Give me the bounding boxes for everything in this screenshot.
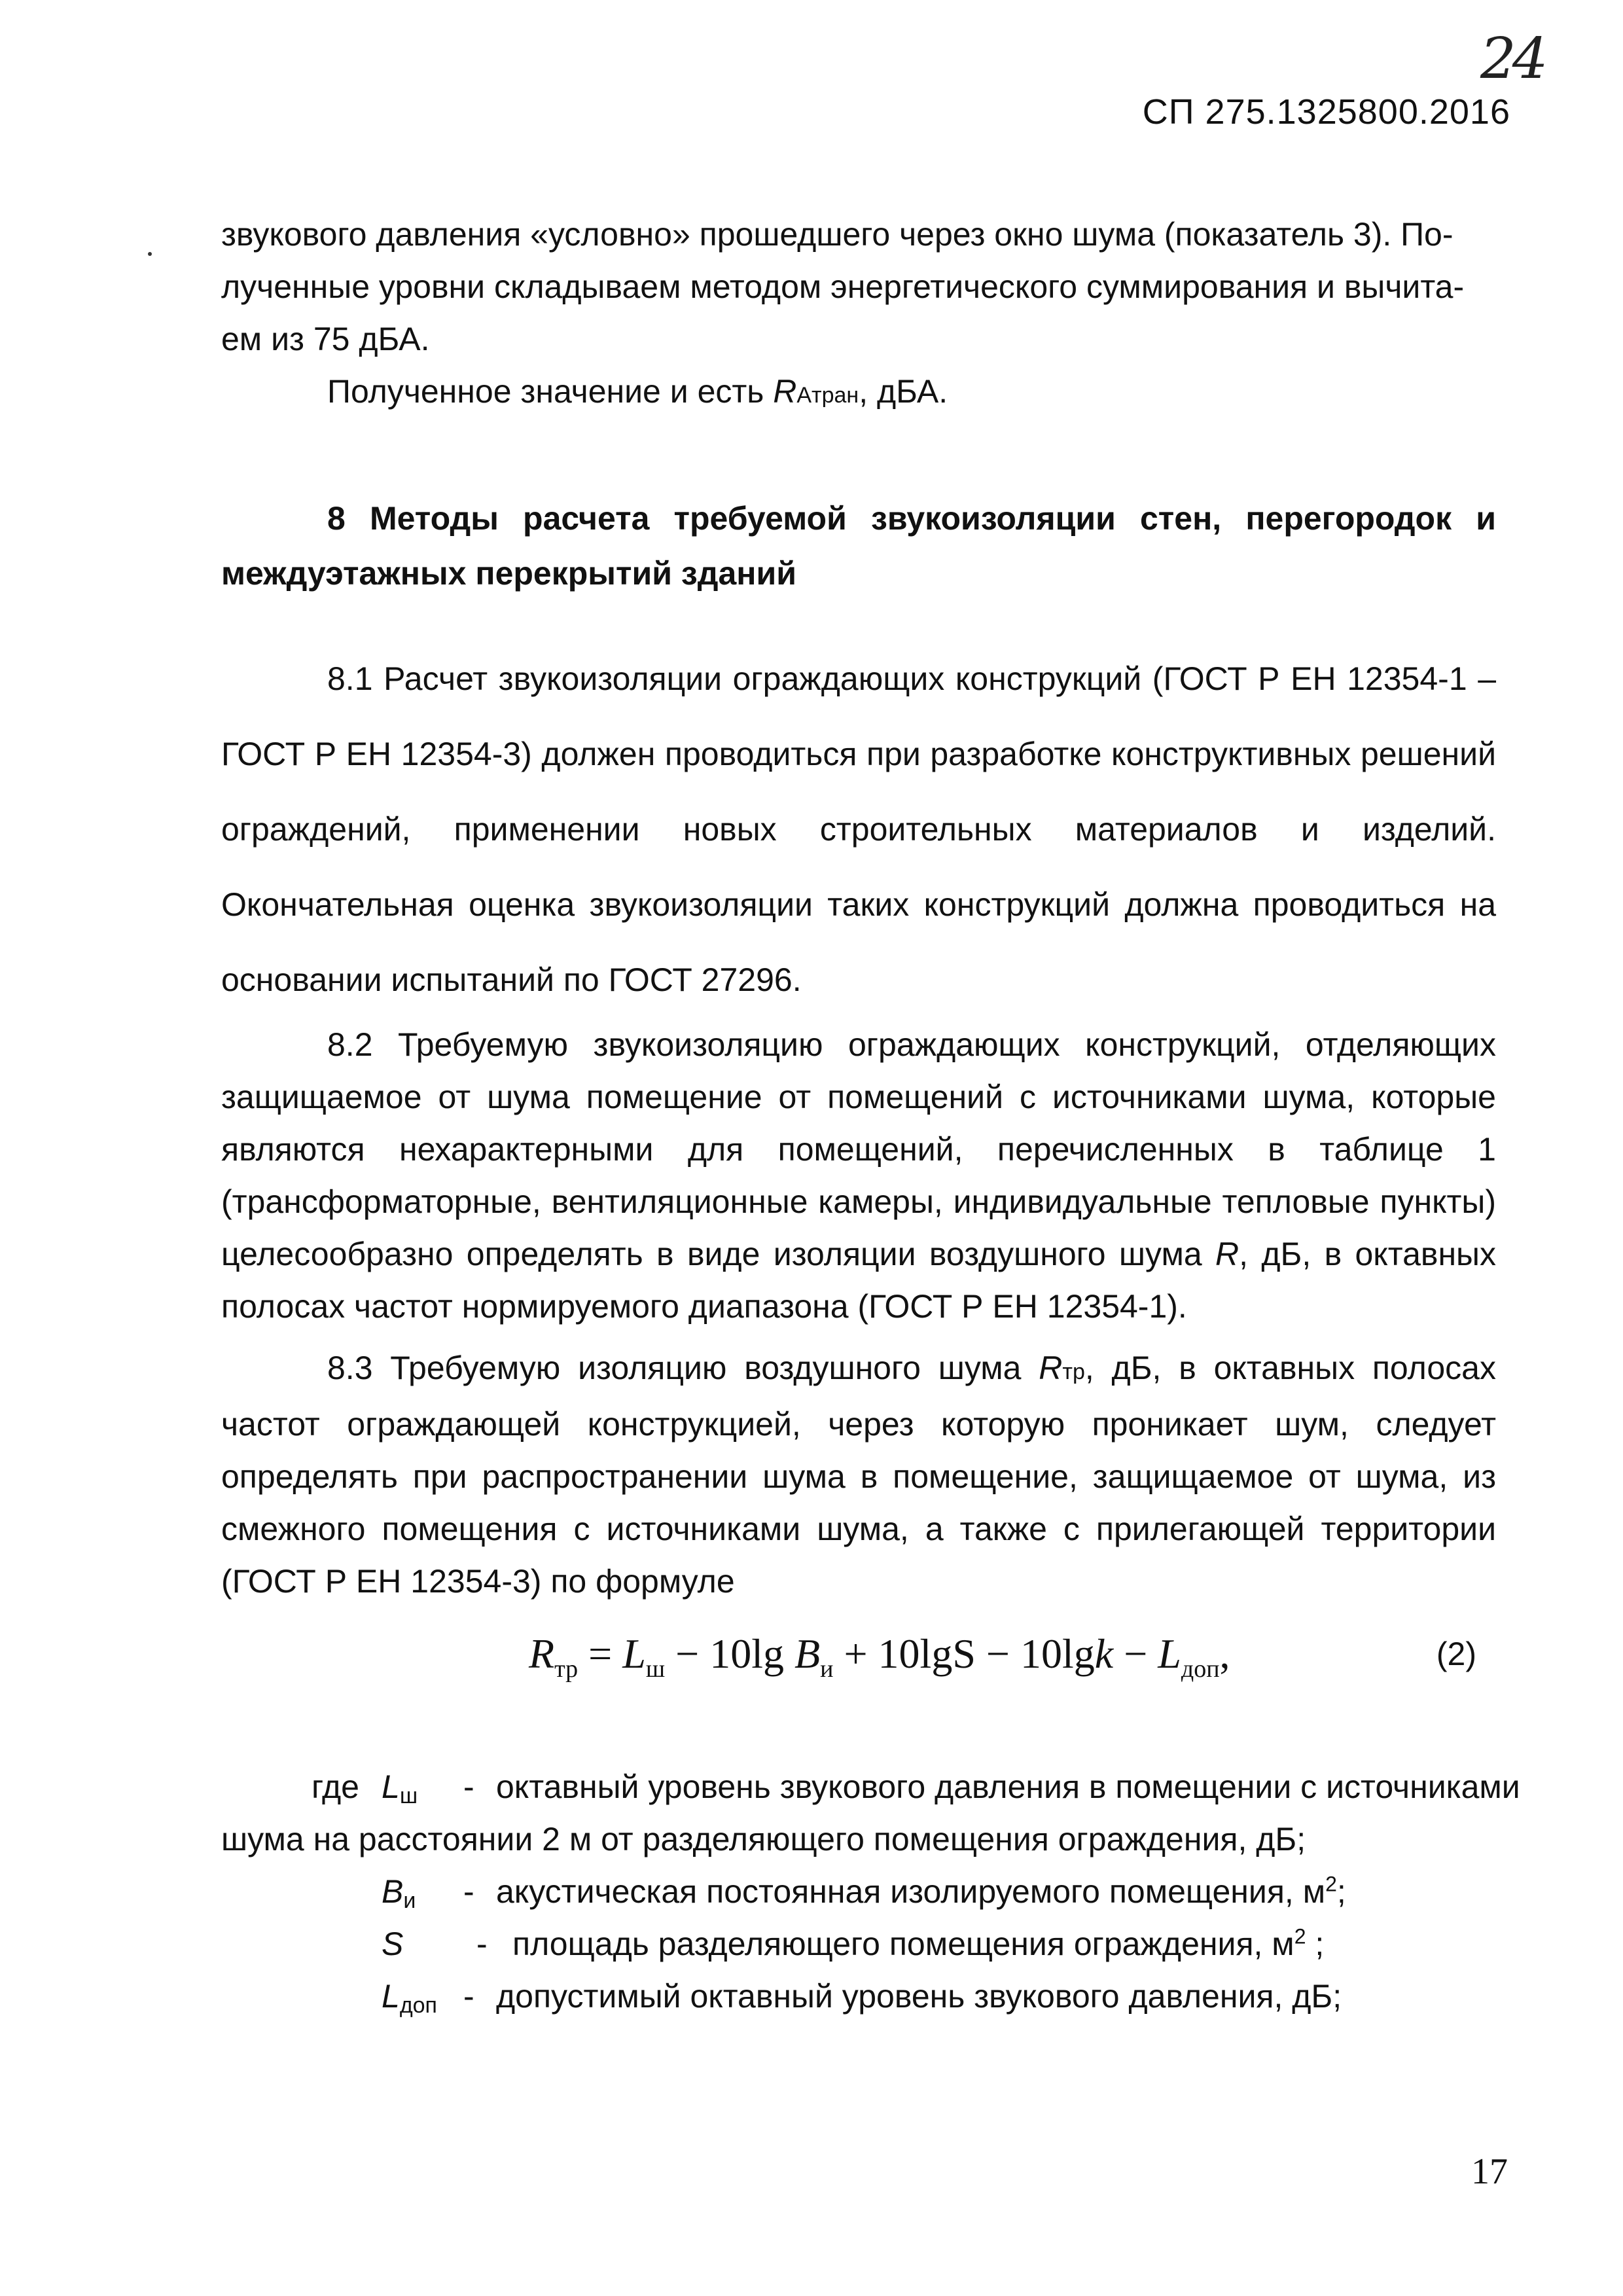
formula-number: (2) bbox=[1436, 1636, 1476, 1672]
formula-term-l: L bbox=[622, 1630, 646, 1677]
result-line bbox=[221, 365, 1496, 422]
def-symbol-bi-main: B bbox=[382, 1873, 404, 1910]
p82-part2: , дБ, в октавных полосах частот нормируемого диапазона (ГОСТ Р ЕН 12354-1). bbox=[221, 1236, 1496, 1325]
formula-term-b-sub: и bbox=[820, 1655, 834, 1683]
def-symbol-ldop bbox=[382, 1970, 437, 2022]
def-desc-lsh-line1: октавный уровень звукового давления в помещении с источниками bbox=[496, 1768, 1520, 1805]
formula-term-ldop: L bbox=[1158, 1630, 1181, 1677]
p83-symbol-sub: тр bbox=[1062, 1359, 1085, 1384]
paragraph-8-2 bbox=[221, 1018, 1496, 1333]
formula-term-l-sub: ш bbox=[645, 1655, 666, 1683]
def-desc-s bbox=[512, 1918, 1324, 1970]
p82-symbol: R bbox=[1215, 1236, 1240, 1272]
def-dash-ldop: - bbox=[463, 1978, 474, 2015]
def-desc-s-sup: 2 bbox=[1294, 1924, 1306, 1948]
definitions-list bbox=[221, 1761, 1520, 2022]
scan-dot bbox=[148, 252, 152, 256]
formula-comma: , bbox=[1219, 1630, 1230, 1677]
def-dash-lsh: - bbox=[463, 1768, 474, 1805]
def-dash-s: - bbox=[476, 1926, 488, 1962]
result-symbol: R bbox=[773, 373, 797, 410]
def-dash-bi: - bbox=[463, 1873, 474, 1910]
handwritten-page-mark: 24 bbox=[1480, 26, 1544, 92]
formula-minus: − bbox=[1113, 1630, 1158, 1677]
def-desc-bi bbox=[496, 1865, 1346, 1918]
p82-part1: 8.2 Требуемую звукоизоляцию ограждающих конструкций, отделяющих защищаемое от шума помещение от помещений с источниками шума, которые являются нехарактерными для помещений, перечисленных в таблице 1 (трансформаторные, вентиляционные камеры, индивидуальные тепловые пункты) целесообразно определять в виде изоляции воздушного шума bbox=[221, 1026, 1496, 1272]
document-code: СП 275.1325800.2016 bbox=[1142, 92, 1510, 132]
def-symbol-bi-sub: и bbox=[403, 1888, 416, 1913]
def-symbol-lsh-main: L bbox=[382, 1768, 400, 1805]
formula-lhs: R bbox=[529, 1630, 555, 1677]
formula-row bbox=[221, 1630, 1496, 1702]
def-desc-s-end: ; bbox=[1306, 1926, 1325, 1962]
def-desc-bi-end: ; bbox=[1336, 1873, 1346, 1910]
formula-lhs-sub: тр bbox=[554, 1655, 579, 1683]
def-symbol-lsh-sub: ш bbox=[399, 1784, 418, 1808]
def-symbol-ldop-main: L bbox=[382, 1978, 400, 2015]
paragraph-8-1-text: 8.1 Расчет звукоизоляции ограждающих конструкций (ГОСТ Р ЕН 12354-1 – ГОСТ Р ЕН 12354-3) должен проводиться при разработке конструктивных решений ограждений, применении новых строительных материалов и изделий. Окончательная оценка звукоизоляции таких конструкций должна проводиться на основании испытаний по ГОСТ 27296. bbox=[221, 660, 1496, 998]
paragraph-8-3 bbox=[221, 1342, 1496, 1607]
def-symbol-lsh bbox=[382, 1761, 418, 1813]
formula-term-s: + 10lgS − 10lg bbox=[833, 1630, 1095, 1677]
p83-symbol: R bbox=[1039, 1350, 1063, 1386]
result-prefix: Полученное значение и есть bbox=[327, 373, 774, 410]
def-desc-ldop: допустимый октавный уровень звукового давления, дБ; bbox=[496, 1978, 1342, 2015]
def-desc-lsh-line2: шума на расстоянии 2 м от разделяющего помещения ограждения, дБ; bbox=[221, 1821, 1306, 1857]
def-symbol-bi bbox=[382, 1865, 416, 1918]
definition-row-ldop bbox=[221, 1970, 1496, 2022]
p83-part1: 8.3 Требуемую изоляцию воздушного шума bbox=[327, 1350, 1039, 1386]
page-number: 17 bbox=[1471, 2151, 1508, 2192]
continuation-line-1: звукового давления «условно» прошедшего через окно шума (показатель 3). По- bbox=[221, 216, 1454, 253]
formula-term-ldop-sub: доп bbox=[1181, 1655, 1220, 1683]
formula-equals: = bbox=[578, 1630, 623, 1677]
paragraph-8-2-text bbox=[221, 1018, 1496, 1333]
definition-row-bi bbox=[221, 1865, 1496, 1918]
def-symbol-ldop-sub: доп bbox=[399, 1993, 437, 2018]
paragraph-8-3-text bbox=[221, 1342, 1496, 1607]
continuation-paragraph bbox=[221, 208, 1496, 422]
section-heading: 8 Методы расчета требуемой звукоизоляции стен, перегородок и междуэтажных перекрытий зданий bbox=[221, 500, 1496, 592]
def-desc-s-text: площадь разделяющего помещения ограждения, м bbox=[512, 1926, 1294, 1962]
formula-minus-lg: − 10lg bbox=[665, 1630, 794, 1677]
def-desc-bi-sup: 2 bbox=[1325, 1872, 1337, 1896]
definition-row-lsh bbox=[221, 1761, 1520, 1813]
def-symbol-s: S bbox=[382, 1926, 404, 1962]
continuation-line-2: лученные уровни складываем методом энергетического суммирования и вычита- bbox=[221, 268, 1465, 305]
result-suffix: , дБА. bbox=[859, 373, 948, 410]
result-symbol-sub: Aтран bbox=[796, 383, 859, 408]
formula-term-k: k bbox=[1094, 1630, 1114, 1677]
definitions-where: где bbox=[312, 1768, 359, 1805]
definition-row-lsh-cont bbox=[221, 1813, 1496, 1865]
formula-term-b: B bbox=[794, 1630, 821, 1677]
p83-part2: , дБ, в октавных полосах частот ограждающей конструкцией, через которую проникает шум, следует определять при распространении шума в помещение, защищаемое от шума, из смежного помещения с источниками шума, а также с прилегающей территории (ГОСТ Р ЕН 12354-3) по формуле bbox=[221, 1350, 1496, 1600]
paragraph-8-1 bbox=[221, 641, 1496, 1018]
def-desc-bi-text: акустическая постоянная изолируемого помещения, м bbox=[496, 1873, 1326, 1910]
continuation-line-3: ем из 75 дБА. bbox=[221, 321, 430, 357]
formula bbox=[529, 1630, 1230, 1683]
definition-row-s bbox=[221, 1918, 1496, 1970]
